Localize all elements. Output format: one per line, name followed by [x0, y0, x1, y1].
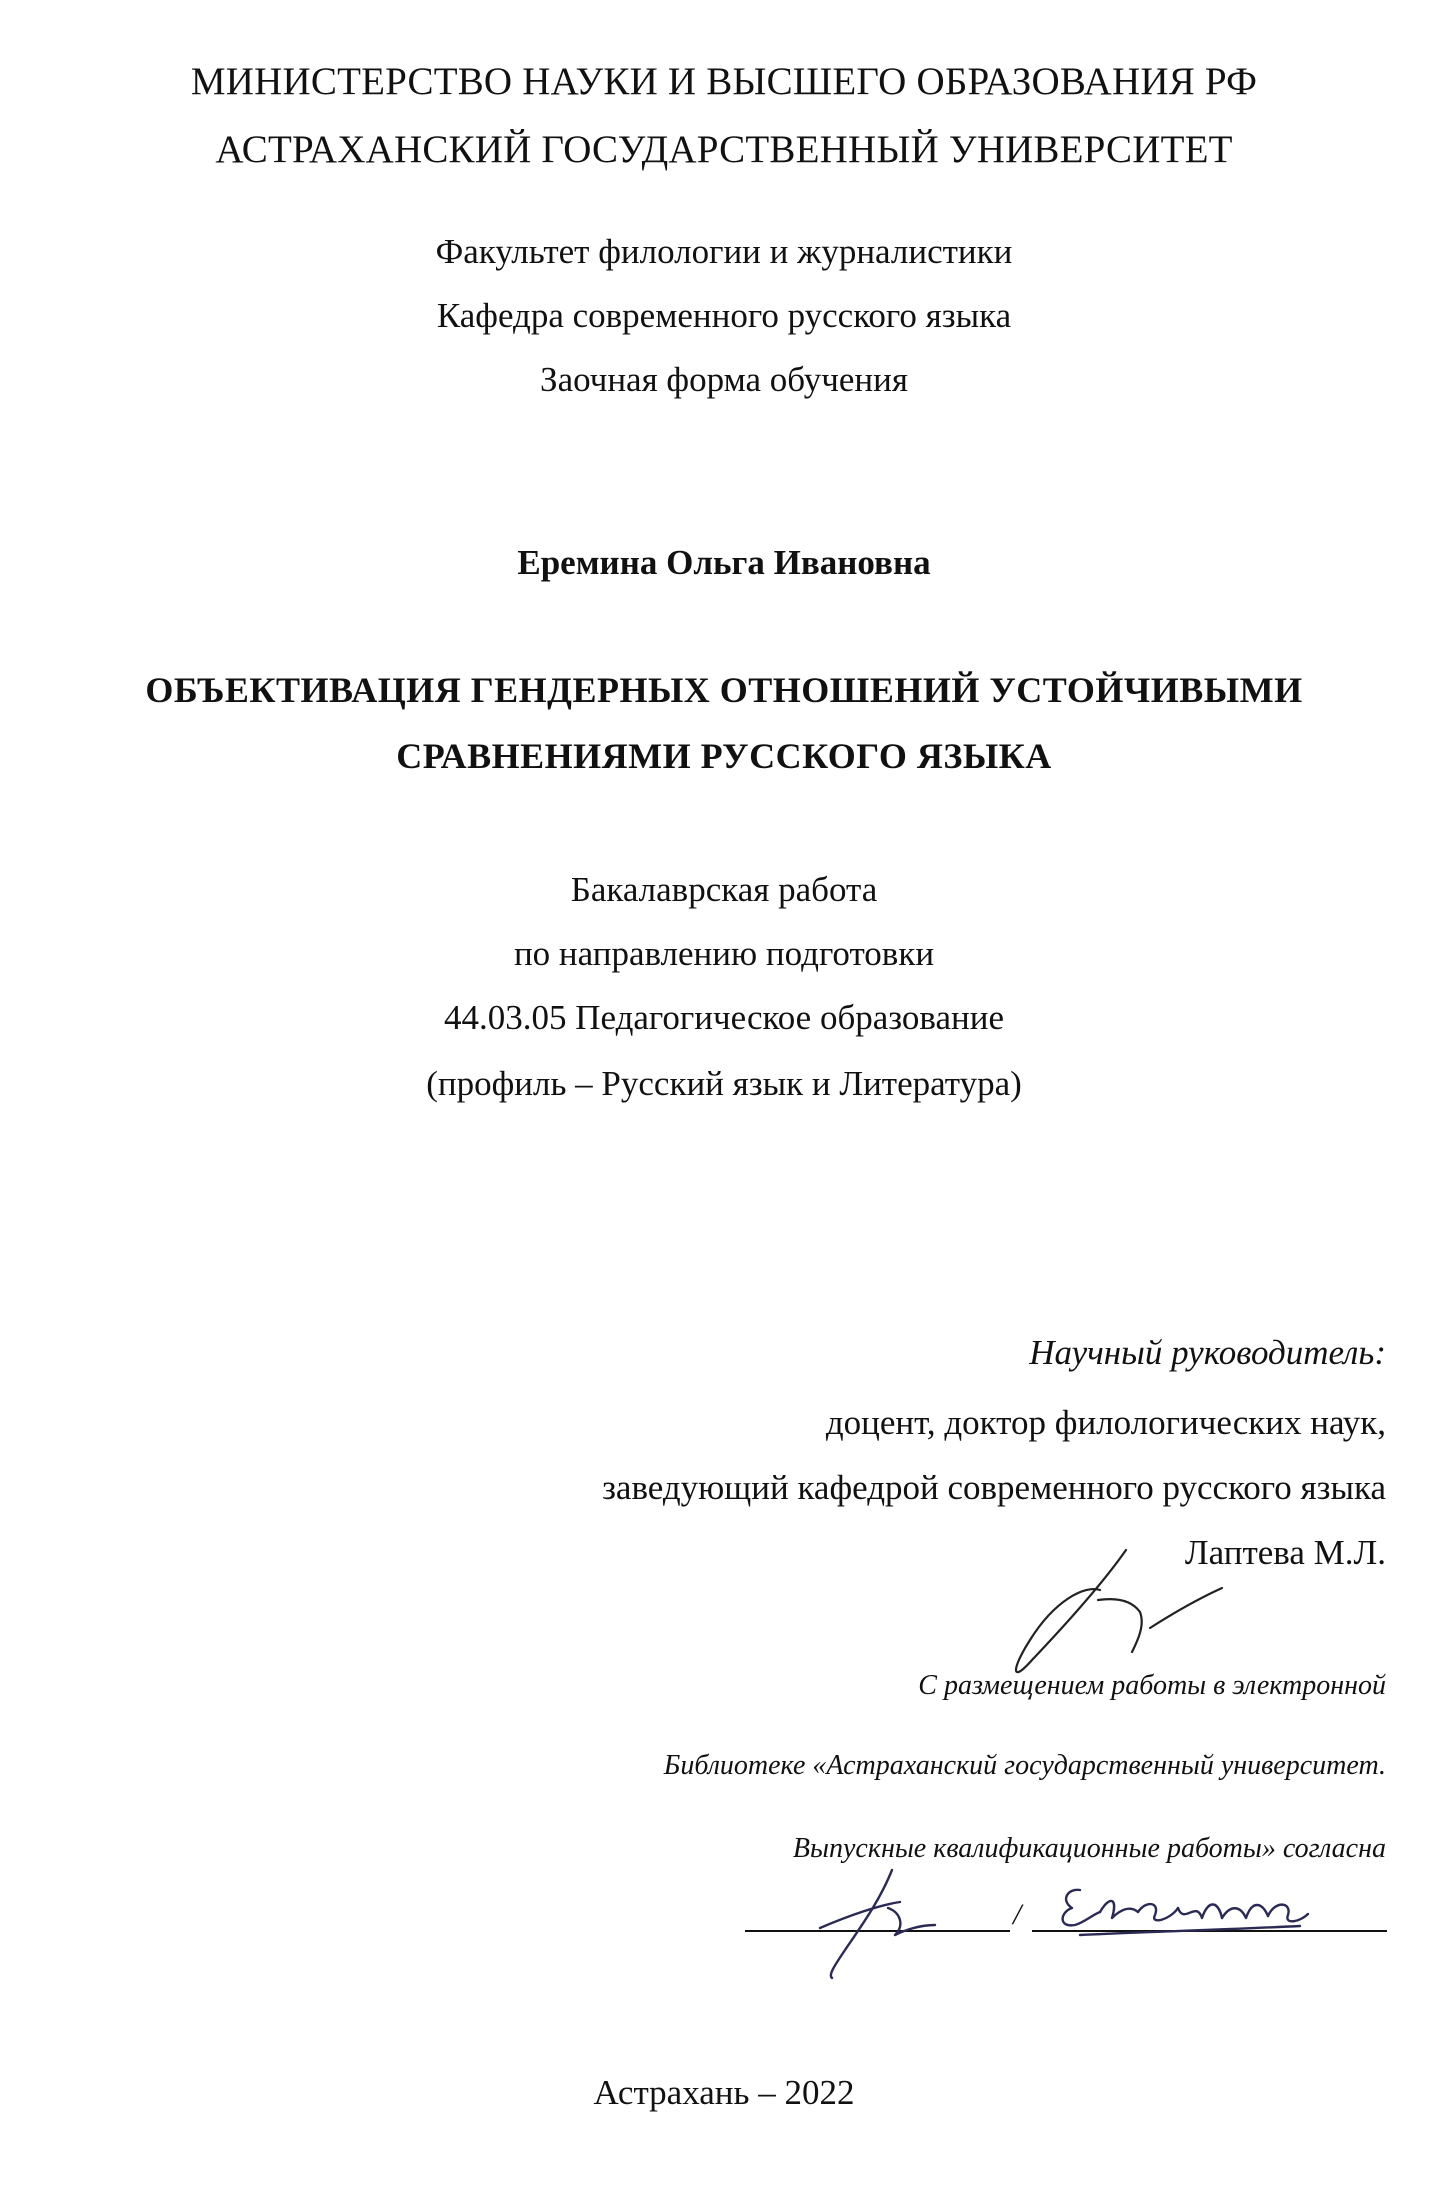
- consent-line-2: Библиотеке «Астраханский государственный университет.: [663, 1750, 1386, 1781]
- supervisor-name: Лаптева М.Л.: [1184, 1533, 1386, 1572]
- ministry-name: МИНИСТЕРСТВО НАУКИ И ВЫСШЕГО ОБРАЗОВАНИЯ РФ: [190, 60, 1258, 103]
- city-year: Астрахань – 2022: [593, 2073, 855, 2112]
- thesis-title-line-1: ОБЪЕКТИВАЦИЯ ГЕНДЕРНЫХ ОТНОШЕНИЙ УСТОЙЧИВЫМИ: [145, 670, 1303, 710]
- consent-line-1: С размещением работы в электронной: [918, 1670, 1386, 1701]
- signature-separator: /: [1013, 1898, 1022, 1931]
- author-name: Еремина Ольга Ивановна: [517, 543, 931, 582]
- direction-code: 44.03.05 Педагогическое образование: [443, 998, 1005, 1037]
- university-name: АСТРАХАНСКИЙ ГОСУДАРСТВЕННЫЙ УНИВЕРСИТЕТ: [215, 128, 1233, 171]
- profile: (профиль – Русский язык и Литература): [426, 1064, 1022, 1103]
- supervisor-degree: доцент, доктор филологических наук,: [825, 1403, 1386, 1442]
- work-type: Бакалаврская работа: [570, 870, 878, 909]
- direction-label: по направлению подготовки: [513, 934, 935, 973]
- study-form: Заочная форма обучения: [540, 360, 908, 399]
- faculty-name: Факультет филологии и журналистики: [435, 232, 1013, 271]
- department-name: Кафедра современного русского языка: [436, 296, 1012, 335]
- consent-line-3: Выпускные квалификационные работы» согласна: [792, 1833, 1386, 1864]
- supervisor-label: Научный руководитель:: [1029, 1333, 1386, 1372]
- thesis-title-line-2: СРАВНЕНИЯМИ РУССКОГО ЯЗЫКА: [396, 736, 1052, 776]
- supervisor-position: заведующий кафедрой современного русского языка: [602, 1468, 1386, 1507]
